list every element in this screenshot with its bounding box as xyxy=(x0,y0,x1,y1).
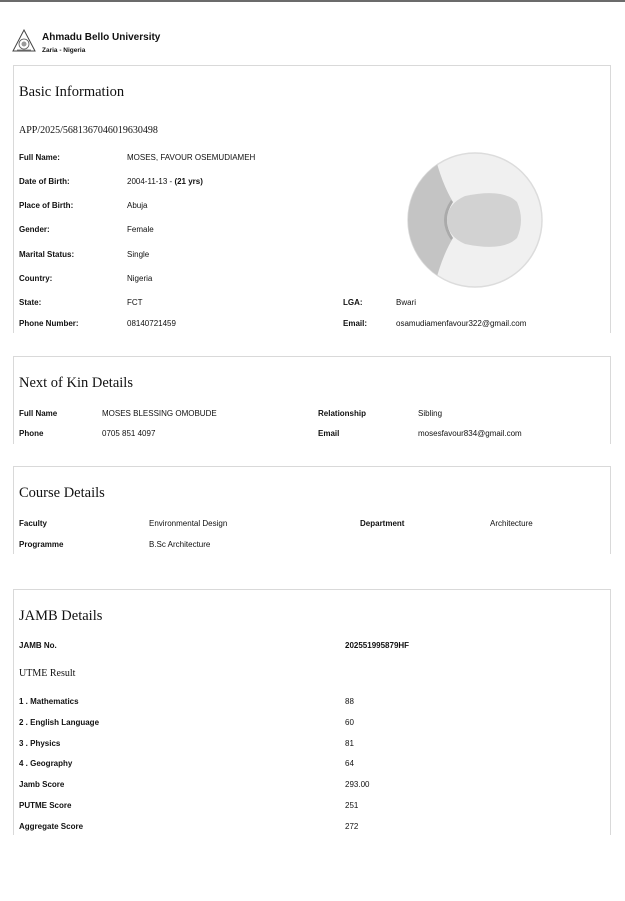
kin-email-label: Email xyxy=(318,429,340,438)
lga-label: LGA: xyxy=(343,298,363,307)
result-label: Jamb Score xyxy=(19,780,65,789)
kin-full-name-value: MOSES BLESSING OMOBUDE xyxy=(102,409,217,418)
result-value: 251 xyxy=(345,801,359,810)
result-value: 64 xyxy=(345,759,354,768)
result-label: 3 . Physics xyxy=(19,739,61,748)
programme-label: Programme xyxy=(19,540,64,549)
lga-value: Bwari xyxy=(396,298,417,307)
phone-value: 08140721459 xyxy=(127,319,176,328)
department-value: Architecture xyxy=(490,519,533,528)
result-value: 293.00 xyxy=(345,780,370,789)
country-value: Nigeria xyxy=(127,274,153,283)
university-location: Zaria - Nigeria xyxy=(42,47,86,54)
section-title: Course Details xyxy=(19,485,105,501)
pob-value: Abuja xyxy=(127,201,148,210)
section-title: Next of Kin Details xyxy=(19,375,133,391)
university-logo-icon xyxy=(12,29,36,53)
marital-status-label: Marital Status: xyxy=(19,250,75,259)
programme-value: B.Sc Architecture xyxy=(149,540,211,549)
kin-phone-label: Phone xyxy=(19,429,44,438)
result-value: 60 xyxy=(345,718,354,727)
department-label: Department xyxy=(360,519,405,528)
dob-value: 2004-11-13 - (21 yrs) xyxy=(127,177,203,186)
kin-phone-value: 0705 851 4097 xyxy=(102,429,156,438)
top-border xyxy=(0,0,625,2)
result-label: 2 . English Language xyxy=(19,718,100,727)
full-name-value: MOSES, FAVOUR OSEMUDIAMEH xyxy=(127,153,256,162)
jamb-number-value: 202551995879HF xyxy=(345,641,410,650)
gender-value: Female xyxy=(127,225,154,234)
result-value: 272 xyxy=(345,822,359,831)
age-value: (21 yrs) xyxy=(174,177,203,186)
utme-result-title: UTME Result xyxy=(19,668,76,679)
result-value: 81 xyxy=(345,739,354,748)
basic-information-section xyxy=(13,65,611,333)
faculty-value: Environmental Design xyxy=(149,519,228,528)
result-label: PUTME Score xyxy=(19,801,72,810)
phone-label: Phone Number: xyxy=(19,319,79,328)
marital-status-value: Single xyxy=(127,250,150,259)
result-label: Aggregate Score xyxy=(19,822,84,831)
gender-label: Gender: xyxy=(19,225,50,234)
application-number: APP/2025/5681367046019630498 xyxy=(19,125,158,136)
kin-relationship-label: Relationship xyxy=(318,409,367,418)
avatar-placeholder-icon xyxy=(407,152,543,288)
state-label: State: xyxy=(19,298,42,307)
email-value: osamudiamenfavour322@gmail.com xyxy=(396,319,527,328)
jamb-details-section xyxy=(13,589,611,835)
kin-full-name-label: Full Name xyxy=(19,409,58,418)
university-name: Ahmadu Bello University xyxy=(42,32,161,43)
section-title: JAMB Details xyxy=(19,608,103,624)
course-details-section xyxy=(13,466,611,554)
dob-label: Date of Birth: xyxy=(19,177,70,186)
result-label: 1 . Mathematics xyxy=(19,697,79,706)
kin-email-value: mosesfavour834@gmail.com xyxy=(418,429,522,438)
country-label: Country: xyxy=(19,274,53,283)
result-value: 88 xyxy=(345,697,354,706)
email-label: Email: xyxy=(343,319,368,328)
pob-label: Place of Birth: xyxy=(19,201,74,210)
next-of-kin-section xyxy=(13,356,611,444)
state-value: FCT xyxy=(127,298,143,307)
jamb-number-label: JAMB No. xyxy=(19,641,57,650)
kin-relationship-value: Sibling xyxy=(418,409,443,418)
result-label: 4 . Geography xyxy=(19,759,73,768)
faculty-label: Faculty xyxy=(19,519,48,528)
full-name-label: Full Name: xyxy=(19,153,60,162)
section-title: Basic Information xyxy=(19,84,125,100)
